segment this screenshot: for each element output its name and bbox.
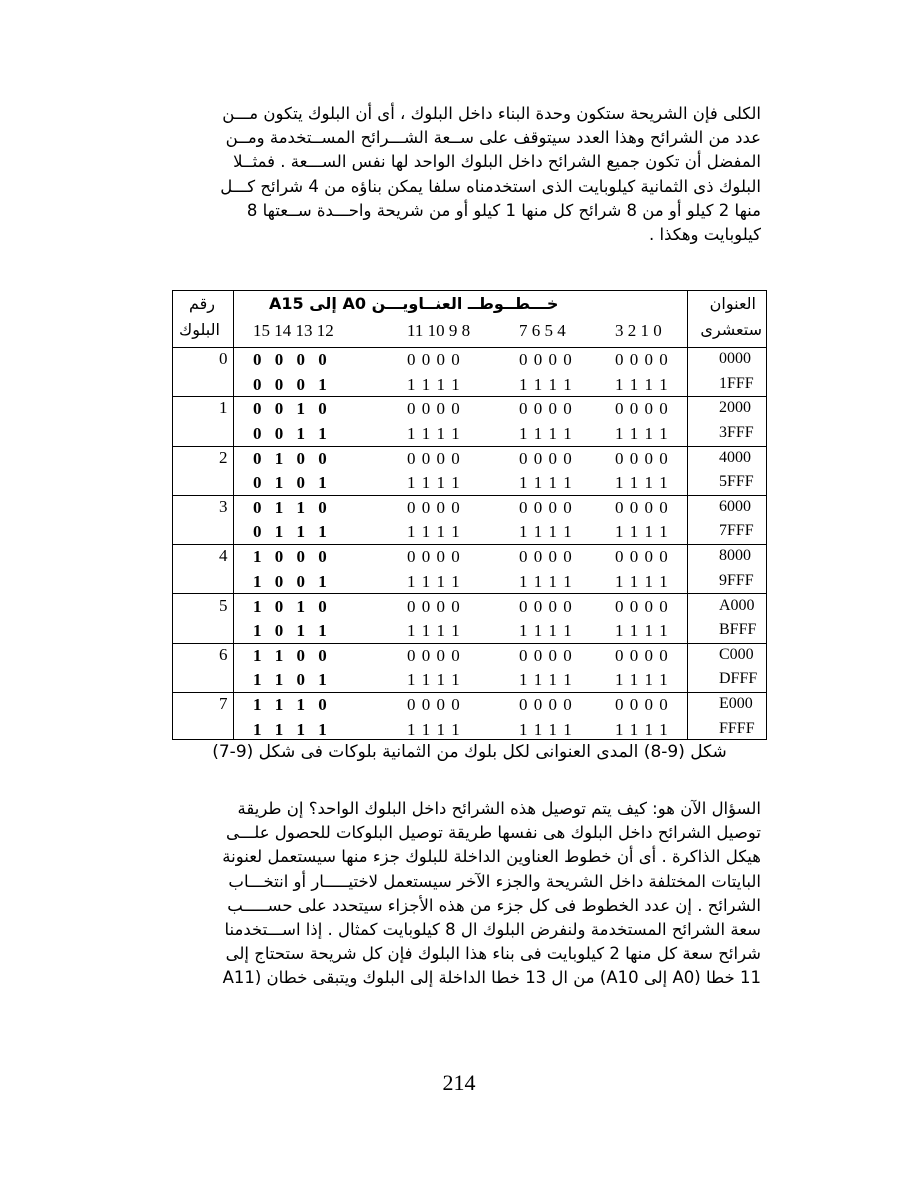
- bit-values: 1 1 1 1: [519, 571, 572, 591]
- start-address: 2000: [719, 399, 751, 417]
- block-header-label: رقم: [189, 294, 216, 313]
- bit-values: 1 1 1 1: [519, 621, 572, 641]
- block-number: 1: [219, 398, 228, 418]
- bit-values: 0 0 0 0: [407, 596, 460, 616]
- bit-values: 1 1 1 1: [519, 670, 572, 690]
- bit-values: 1 1 1 1: [519, 473, 572, 493]
- bit-values: 1 1 1 1: [407, 621, 460, 641]
- bit-values: 1 1 1 1: [407, 374, 460, 394]
- bit-values: 0 0 0 0: [519, 596, 572, 616]
- text-line: الكلى فإن الشريحة ستكون وحدة البناء داخل البلوك ، أى أن البلوك يتكون مـــن: [222, 104, 761, 123]
- text-line: المفضل أن تكون جميع الشرائح داخل البلوك الواحد لها نفس الســـعة . فمثــلا: [233, 152, 761, 172]
- bit-values: 1 1 1 1: [253, 719, 327, 739]
- bit-values: 0 0 0 0: [407, 497, 460, 517]
- end-address: BFFF: [719, 621, 757, 639]
- text-line: سعة الشرائح المستخدمة ولنفرض البلوك ال 8 كيلوبايت كمثال . إذا اســـتخدمنا: [224, 920, 761, 940]
- start-address: 6000: [719, 497, 751, 515]
- bit-index-group: 11 10 9 8: [407, 321, 471, 340]
- bit-values: 1 1 1 1: [615, 374, 668, 394]
- block-number-header-label: البلوك: [179, 320, 220, 339]
- text-line: هيكل الذاكرة . أى أن خطوط العناوين الداخلة للبلوك جزء منها سيستعمل لعنونة: [222, 847, 761, 867]
- text-line: توصيل الشرائح داخل البلوك هى نفسها طريقة توصيل البلوكات للحصول علـــى: [225, 823, 761, 843]
- bit-values: 0 0 0 0: [519, 547, 572, 567]
- block-group: [173, 692, 766, 741]
- bit-values: 0 0 0 0: [615, 596, 668, 616]
- address-header-label: العنوان: [709, 294, 756, 313]
- end-address: 7FFF: [719, 522, 754, 540]
- text-line: البايتات المختلفة داخل الشريحة والجزء الآخر سيستعمل لاختيـــــار أو انتخـــاب: [228, 871, 761, 891]
- bit-values: 1 1 0 1: [253, 670, 327, 690]
- bit-index-group: 3 2 1 0: [615, 321, 662, 340]
- bit-values: 0 0 0 0: [615, 399, 668, 419]
- bit-values: 0 0 1 1: [253, 423, 327, 443]
- block-number: 4: [219, 546, 228, 566]
- start-address: C000: [719, 645, 754, 663]
- bit-values: 1 1 1 1: [407, 423, 460, 443]
- text-line: شرائح سعة كل منها 2 كيلوبايت فى بناء هذا البلوك فإن كل شريحة ستحتاج إلى: [225, 944, 761, 964]
- bit-values: 0 1 1 0: [253, 497, 327, 517]
- bit-values: 1 1 1 1: [407, 670, 460, 690]
- bit-values: 0 1 1 1: [253, 522, 327, 542]
- block-group: [173, 347, 766, 397]
- bit-values: 0 0 0 0: [407, 547, 460, 567]
- end-address: 3FFF: [719, 423, 754, 441]
- bit-values: 1 1 0 0: [253, 645, 327, 665]
- text-line: 11 خطا (A0 إلى A10) من ال 13 خطا الداخلة إلى البلوك ويتبقى خطان (A11: [222, 968, 761, 988]
- bit-values: 0 0 0 0: [615, 350, 668, 369]
- start-address: 0000: [719, 350, 751, 367]
- bottom-paragraph: [158, 797, 761, 991]
- bit-values: 0 0 0 0: [615, 497, 668, 517]
- page-number: 214: [442, 1070, 476, 1095]
- bit-values: 0 0 0 0: [519, 350, 572, 369]
- bit-values: 1 1 1 1: [519, 374, 572, 394]
- address-lines-title: خـــطــوطــ العنــاويـــن A0 إلى A15: [269, 294, 559, 313]
- block-number: 6: [219, 644, 228, 664]
- text-line: منها 2 كيلو أو من 8 شرائح كل منها 1 كيلو أو من شريحة واحـــدة ســعتها 8: [246, 200, 761, 220]
- bit-index-group: 7 6 5 4: [519, 321, 566, 340]
- block-group: [173, 594, 766, 644]
- bit-values: 0 0 0 0: [615, 547, 668, 567]
- start-address: A000: [719, 596, 755, 614]
- text-line: عدد من الشرائح وهذا العدد سيتوقف على ســعة الشـــرائح المســتخدمة ومــن: [225, 128, 761, 148]
- bit-values: 1 0 0 1: [253, 571, 327, 591]
- bit-values: 1 0 1 0: [253, 596, 327, 616]
- bit-index-group: 15 14 13 12: [253, 321, 334, 340]
- bit-values: 0 1 0 1: [253, 473, 327, 493]
- bit-values: 0 0 0 0: [407, 645, 460, 665]
- bit-values: 1 1 1 1: [615, 522, 668, 542]
- bit-values: 0 0 0 0: [253, 350, 327, 369]
- bit-values: 1 1 1 0: [253, 695, 327, 715]
- bit-values: 1 1 1 1: [615, 473, 668, 493]
- bit-values: 1 1 1 1: [407, 473, 460, 493]
- bit-values: 0 0 0 0: [519, 645, 572, 665]
- bit-values: 1 1 1 1: [615, 423, 668, 443]
- end-address: DFFF: [719, 670, 758, 688]
- bit-values: 0 0 0 0: [519, 695, 572, 715]
- text-line: البلوك ذى الثمانية كيلوبايت الذى استخدمناه سلفا يمكن بناؤه من 4 شرائح كـــل: [220, 176, 761, 196]
- bit-values: 0 0 0 0: [519, 399, 572, 419]
- text-line: الشرائح . إن عدد الخطوط فى كل جزء من هذه الأجزاء سيتحدد على حســـــب: [227, 895, 761, 915]
- block-number: 7: [219, 694, 228, 714]
- block-group: [173, 544, 766, 594]
- bit-values: 0 0 0 1: [253, 374, 327, 394]
- end-address: 5FFF: [719, 473, 754, 491]
- start-address: E000: [719, 695, 753, 713]
- bit-values: 0 0 0 0: [407, 448, 460, 468]
- block-number: 5: [219, 595, 228, 615]
- figure-caption: شكل (9-8) المدى العنوانى لكل بلوك من الثمانية بلوكات فى شكل (9-7): [212, 742, 727, 762]
- bit-values: 0 0 0 0: [615, 695, 668, 715]
- text-line: كيلوبايت وهكذا .: [649, 225, 761, 245]
- bit-values: 0 1 0 0: [253, 448, 327, 468]
- bit-values: 1 0 1 1: [253, 621, 327, 641]
- bit-values: 0 0 0 0: [407, 350, 460, 369]
- bit-values: 1 1 1 1: [615, 670, 668, 690]
- bit-values: 1 1 1 1: [519, 423, 572, 443]
- block-group: [173, 396, 766, 446]
- bit-values: 0 0 1 0: [253, 399, 327, 419]
- bit-values: 0 0 0 0: [519, 448, 572, 468]
- bit-values: 1 1 1 1: [615, 571, 668, 591]
- bit-values: 0 0 0 0: [407, 399, 460, 419]
- bit-values: 0 0 0 0: [519, 497, 572, 517]
- bit-values: 1 1 1 1: [407, 719, 460, 739]
- block-number: 2: [219, 447, 228, 467]
- bit-values: 1 1 1 1: [407, 571, 460, 591]
- hex-header-label: ستعشرى: [700, 320, 762, 339]
- table-header: [173, 291, 766, 348]
- block-group: [173, 643, 766, 693]
- block-group: [173, 446, 766, 496]
- block-number: 0: [219, 349, 228, 368]
- text-line: السؤال الآن هو: كيف يتم توصيل هذه الشرائح داخل البلوك الواحد؟ إن طريقة: [237, 799, 761, 818]
- block-group: [173, 495, 766, 545]
- bit-values: 0 0 0 0: [615, 448, 668, 468]
- bit-values: 1 1 1 1: [615, 719, 668, 739]
- bit-values: 0 0 0 0: [407, 695, 460, 715]
- end-address: 9FFF: [719, 571, 754, 589]
- top-paragraph: [158, 102, 761, 247]
- bit-values: 1 1 1 1: [519, 522, 572, 542]
- end-address: FFFF: [719, 719, 755, 737]
- end-address: 1FFF: [719, 374, 754, 392]
- start-address: 8000: [719, 547, 751, 565]
- bit-values: 1 1 1 1: [615, 621, 668, 641]
- bit-values: 1 1 1 1: [407, 522, 460, 542]
- bit-values: 1 1 1 1: [519, 719, 572, 739]
- bit-values: 1 0 0 0: [253, 547, 327, 567]
- bit-values: 0 0 0 0: [615, 645, 668, 665]
- start-address: 4000: [719, 448, 751, 466]
- address-range-table: [172, 290, 767, 740]
- block-number: 3: [219, 496, 228, 516]
